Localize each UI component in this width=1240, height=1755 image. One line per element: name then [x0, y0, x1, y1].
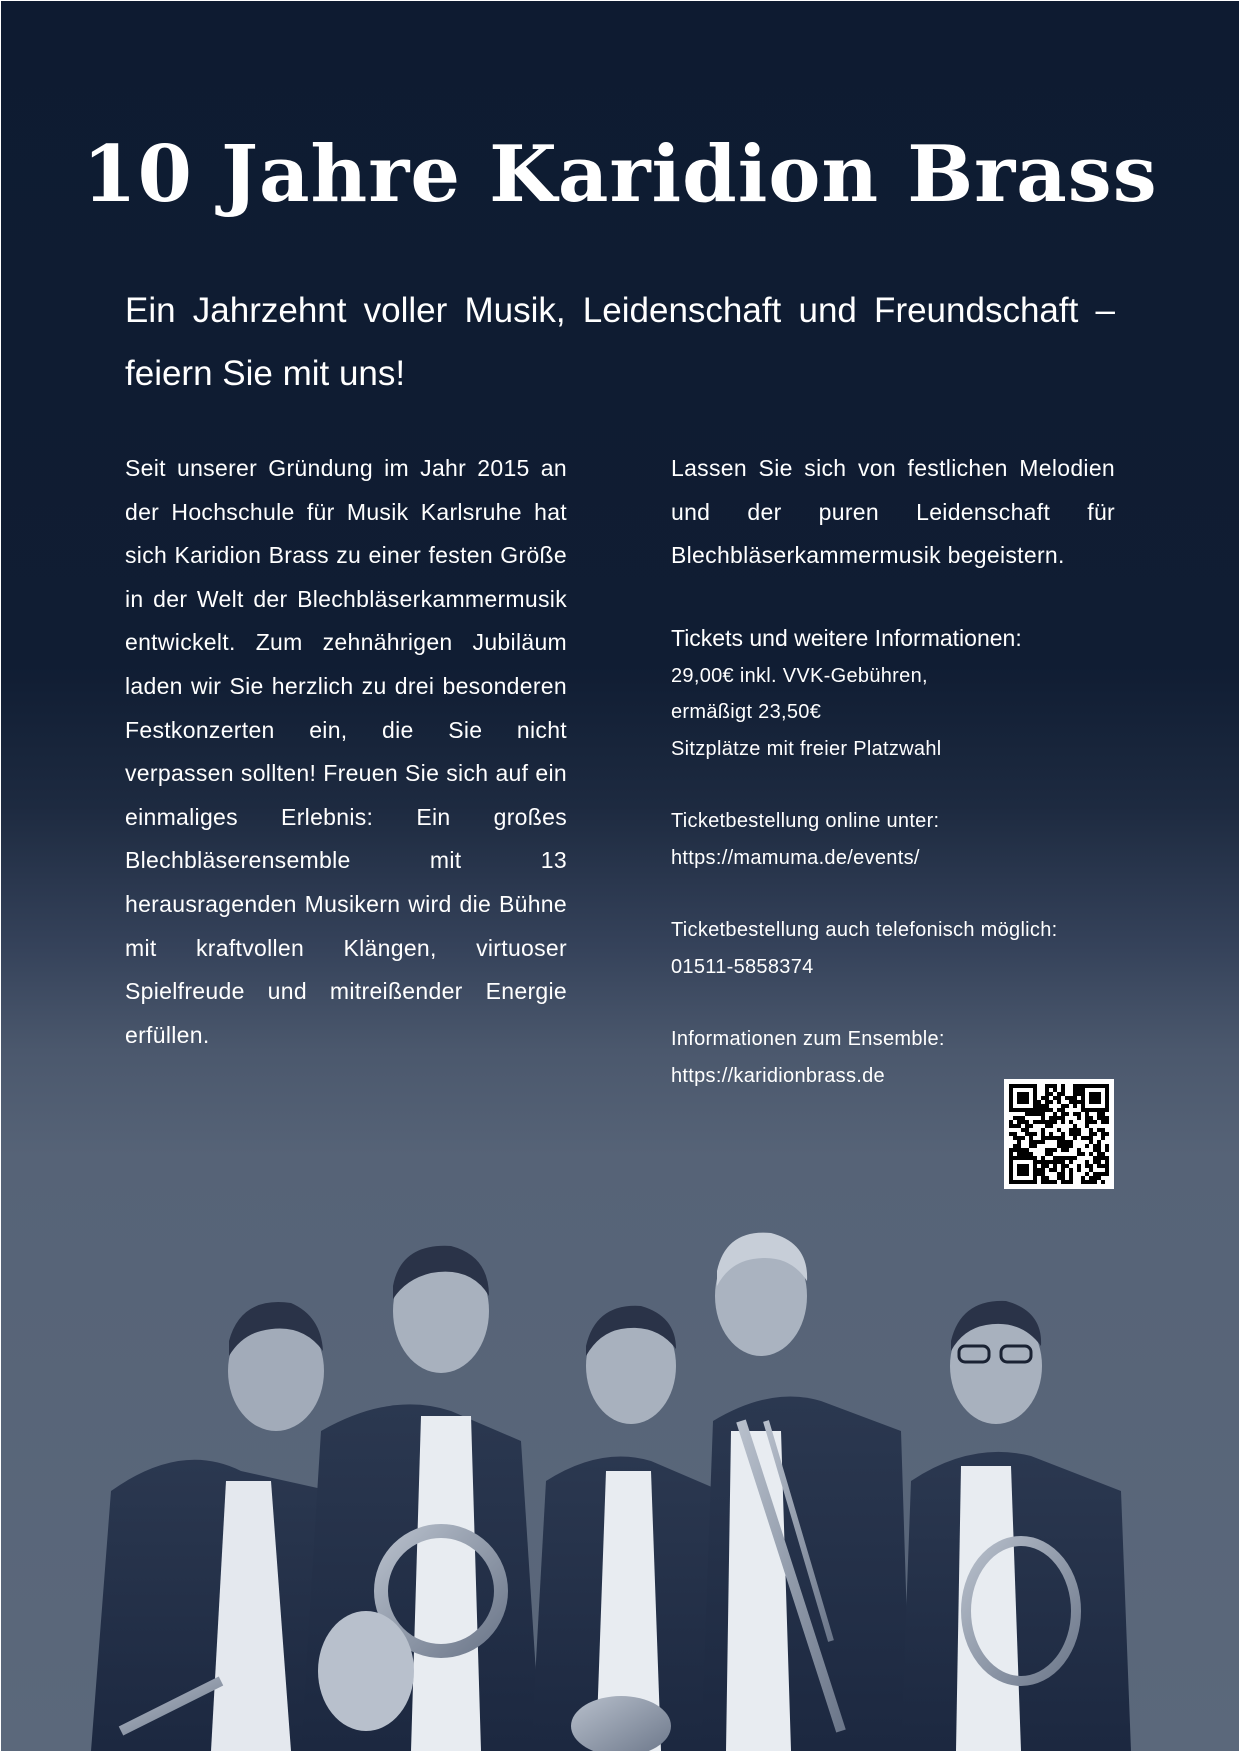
concert-poster	[1, 1, 1239, 1751]
phone-number: 01511-5858374	[671, 955, 814, 978]
invitation-text: Lassen Sie sich von festlichen Melodien und der puren Leidenschaft für Blechbläserkammermusik begeistern.	[671, 455, 1115, 569]
phone-order-label: Ticketbestellung auch telefonisch möglich:	[671, 919, 1058, 942]
ensemble-description: Seit unserer Gründung im Jahr 2015 an der Hochschule für Musik Karlsruhe hat sich Karidion Brass zu einer festen Größe in der Welt der Blechbläserkammermusik entwickelt. Zum zehnährigen Jubiläum laden wir Sie herzlich zu drei besonderen Festkonzerten ein, die Sie nicht verpassen sollten! Freuen Sie sich auf ein einmaliges Erlebnis: Ein großes Blechbläserensemble mit 13 herausragenden Musikern wird die Bühne mit kraftvollen Klängen, virtuoser Spielfreude und mitreißender Energie erfüllen.	[125, 455, 567, 1048]
ticket-reduced-price: ermäßigt 23,50€	[671, 701, 822, 724]
ensemble-photo	[1, 1191, 1239, 1751]
online-order-link[interactable]: https://mamuma.de/events/	[671, 846, 920, 869]
musician-5	[901, 1301, 1131, 1751]
ensemble-website-link[interactable]: https://karidionbrass.de	[671, 1064, 885, 1087]
ticket-info-column	[671, 447, 1115, 1094]
seating-info: Sitzplätze mit freier Platzwahl	[671, 737, 942, 760]
poster-subtitle: Ein Jahrzehnt voller Musik, Leidenschaft und Freundschaft – feiern Sie mit uns!	[125, 291, 1115, 393]
online-order-label: Ticketbestellung online unter:	[671, 810, 940, 833]
musician-4	[701, 1233, 911, 1751]
qr-code	[1004, 1079, 1114, 1189]
ensemble-info-label: Informationen zum Ensemble:	[671, 1028, 945, 1051]
musician-3	[531, 1306, 731, 1751]
musician-2	[301, 1246, 541, 1751]
tickets-heading: Tickets und weitere Informationen:	[671, 624, 1022, 651]
ticket-price: 29,00€ inkl. VVK-Gebühren,	[671, 664, 928, 687]
poster-title: 10 Jahre Karidion Brass	[82, 129, 1158, 220]
